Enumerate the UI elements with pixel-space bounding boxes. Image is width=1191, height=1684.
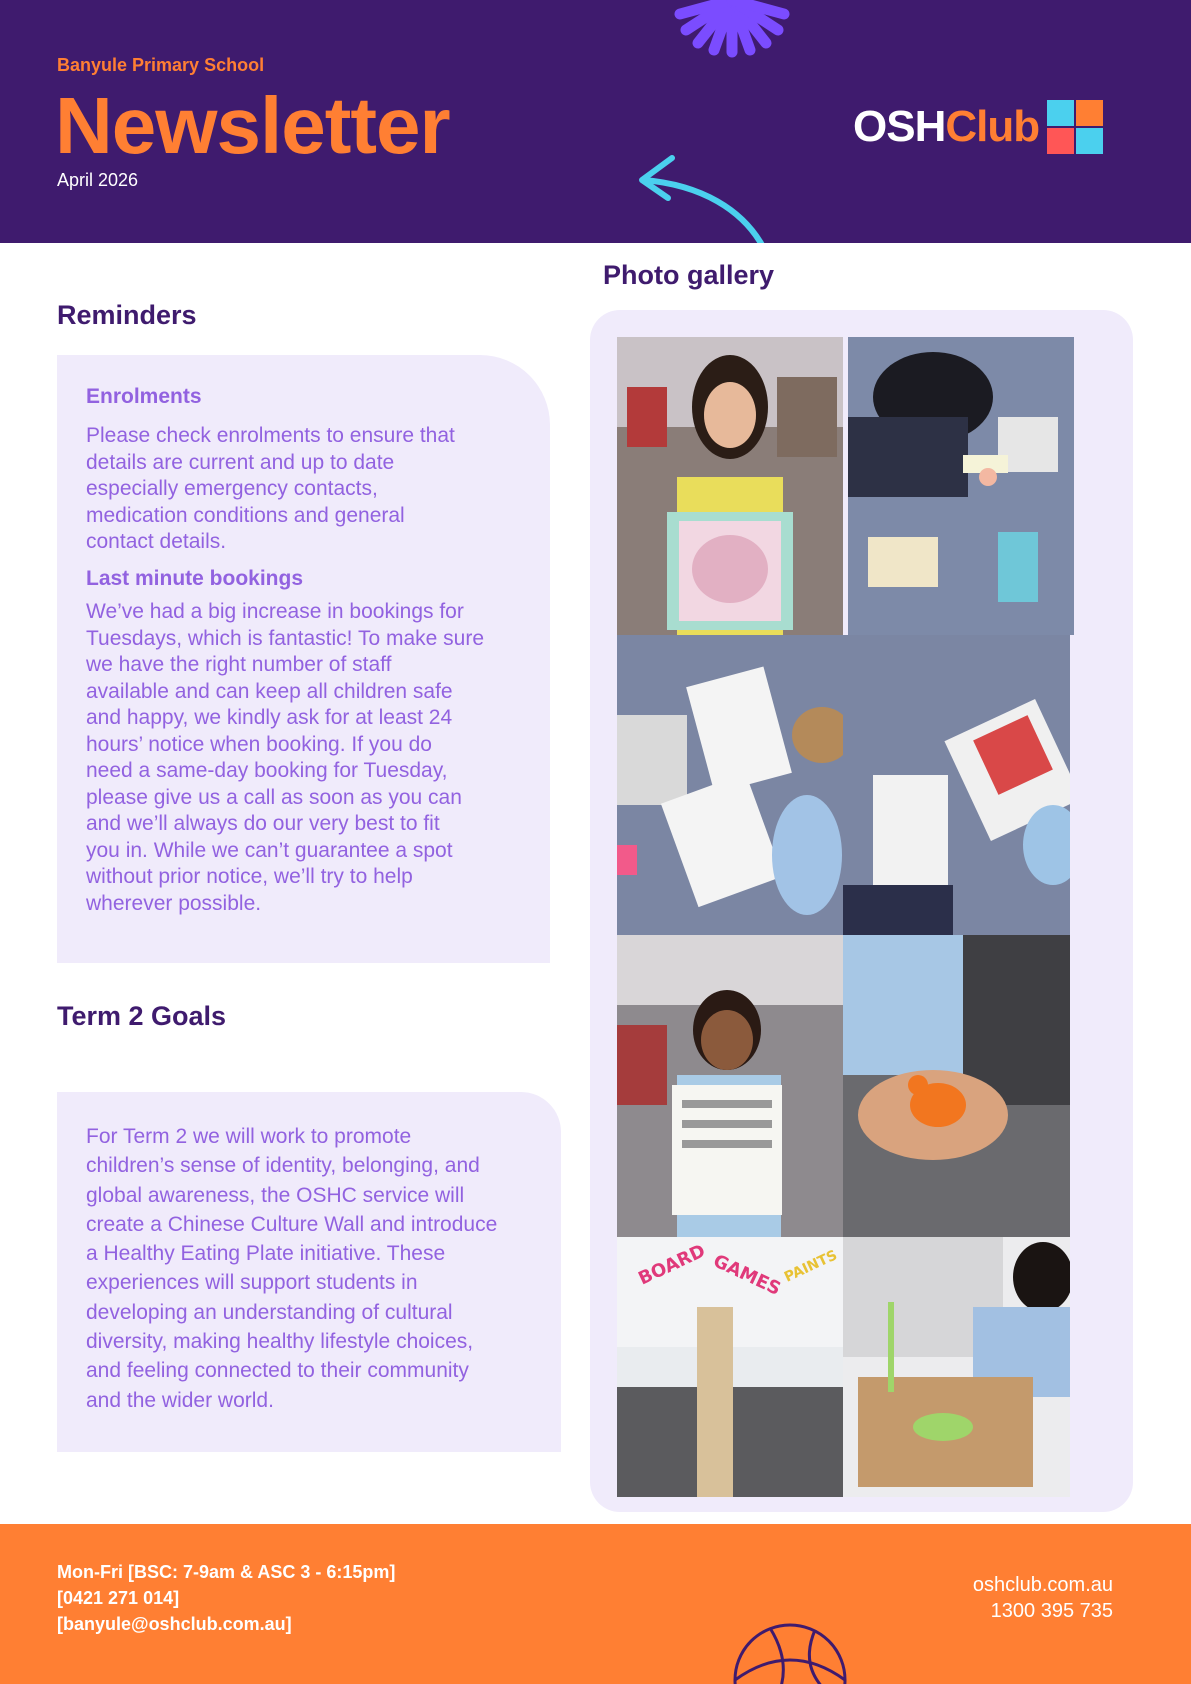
photo-girl-holding-artwork — [617, 337, 843, 635]
text-line: Please check enrolments to ensure that — [86, 424, 455, 447]
text-line: a Healthy Eating Plate initiative. These — [86, 1242, 446, 1266]
text-line: you in. While we can’t guarantee a spot — [86, 838, 453, 862]
school-name: Banyule Primary School — [57, 55, 265, 75]
text-line: We’ve had a big increase in bookings for — [86, 600, 464, 623]
logo-text-osh: OSH — [853, 102, 946, 151]
text-line: and we’ll always do our very best to fit — [86, 812, 440, 835]
text-line: please give us a call as soon as you can — [86, 785, 462, 809]
text-line: wherever possible. — [86, 891, 262, 915]
text-line: details are current and up to date — [86, 450, 395, 474]
reminders-card — [57, 355, 550, 963]
footer-website: oshclub.com.au — [972, 1574, 1113, 1596]
text-line: experiences will support students in — [86, 1271, 418, 1295]
photo-boy-holding-worksheet — [617, 935, 843, 1237]
logo-squares-icon — [1047, 100, 1104, 154]
photo-child-drawing-at-table — [848, 337, 1074, 635]
logo-square — [1047, 128, 1074, 154]
reminders-heading: Reminders — [57, 300, 197, 330]
text-line: developing an understanding of cultural — [86, 1300, 453, 1324]
text-line: we have the right number of staff — [86, 653, 392, 676]
enrolments-text — [86, 423, 526, 556]
bookings-title: Last minute bookings — [86, 567, 304, 590]
sign-text-board: BOARD — [635, 1240, 709, 1290]
gallery-heading: Photo gallery — [603, 260, 775, 290]
logo-square — [1047, 100, 1074, 126]
text-line: For Term 2 we will work to promote — [86, 1125, 412, 1148]
text-line: need a same-day booking for Tuesday, — [86, 759, 448, 782]
text-line: diversity, making healthy lifestyle choices, — [86, 1330, 474, 1354]
text-line: especially emergency contacts, — [86, 477, 378, 500]
photo-children-drawing-worksheets — [843, 635, 1070, 935]
oshclub-logo — [853, 100, 1104, 154]
sign-text-games: GAMES — [709, 1250, 784, 1300]
enrolments-title: Enrolments — [86, 385, 202, 408]
newsletter-date: April 2026 — [57, 170, 139, 190]
goals-heading: Term 2 Goals — [57, 1001, 227, 1031]
goals-card — [57, 1092, 561, 1452]
newsletter-title: Newsletter — [55, 81, 450, 170]
curved-arrow-decoration — [632, 150, 772, 243]
text-line: hours’ notice when booking. If you do — [86, 732, 432, 756]
footer — [0, 1524, 1191, 1684]
photo-hand-holding-clay-creature — [843, 935, 1070, 1237]
photo-colouring-pages-table — [617, 635, 843, 935]
text-line: and feeling connected to their community — [86, 1359, 469, 1383]
footer-hours: Mon-Fri [BSC: 7-9am & ASC 3 - 6:15pm] — [57, 1562, 396, 1582]
text-line: contact details. — [86, 530, 227, 553]
text-line: and the wider world. — [86, 1388, 274, 1412]
sign-text-paints: PAINTS — [781, 1247, 840, 1286]
text-line: available and can keep all children safe — [86, 679, 453, 703]
text-line: children’s sense of identity, belonging, and — [86, 1154, 480, 1178]
logo-text-club: Club — [945, 102, 1040, 151]
text-line: create a Chinese Culture Wall and introduce — [86, 1212, 498, 1236]
sunburst-decoration — [662, 0, 802, 70]
footer-phone: 1300 395 735 — [990, 1600, 1113, 1622]
logo-square — [1076, 100, 1103, 126]
footer-email: [banyule@oshclub.com.au] — [57, 1614, 292, 1634]
logo-square — [1076, 128, 1103, 154]
basketball-icon — [730, 1620, 850, 1684]
bookings-text — [86, 599, 536, 917]
text-line: Tuesdays, which is fantastic! To make sure — [86, 626, 485, 650]
photo-boy-with-playdough-art — [843, 1237, 1070, 1497]
header-banner — [0, 0, 1191, 243]
footer-phone-local: [0421 271 014] — [57, 1588, 180, 1608]
text-line: global awareness, the OSHC service will — [86, 1183, 465, 1207]
text-line: and happy, we kindly ask for at least 24 — [86, 706, 453, 729]
photo-block-tower-board-games — [617, 1237, 843, 1497]
text-line: without prior notice, we’ll try to help — [86, 865, 413, 888]
goals-text — [86, 1122, 551, 1415]
text-line: medication conditions and general — [86, 503, 405, 527]
